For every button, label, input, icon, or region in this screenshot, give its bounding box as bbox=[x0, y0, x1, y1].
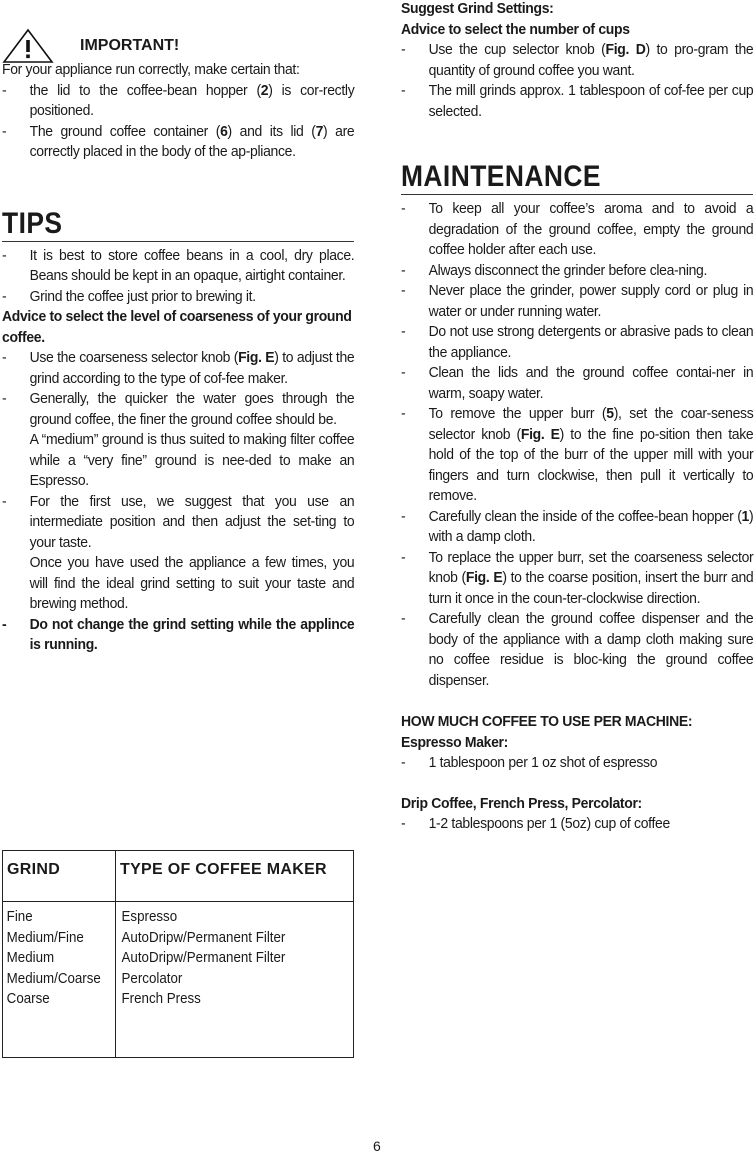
tips-title: TIPS bbox=[2, 207, 354, 242]
list-item: - To remove the upper burr (5), set the coar-seness selector knob (Fig. E) to the fine po-sition then take hold of the top of the burr of the upper mill with your fingers and turn clockwise, then pull it vertically to remove. bbox=[401, 404, 753, 507]
coarseness-heading: Advice to select the level of coarseness of your ground coffee. bbox=[2, 308, 352, 346]
grind-warning: - Do not change the grind setting while the applince is running. bbox=[2, 615, 354, 656]
important-intro: For your appliance run correctly, make certain that: bbox=[2, 61, 300, 78]
tips-section bbox=[2, 246, 354, 656]
page-number: 6 bbox=[373, 1138, 381, 1154]
suggest-section bbox=[401, 0, 753, 122]
grind-value: Medium bbox=[6, 950, 55, 966]
grind-table bbox=[2, 850, 354, 1058]
list-item: - Never place the grinder, power supply cord or plug in water or under running water. bbox=[401, 281, 753, 322]
espresso-heading: Espresso Maker: bbox=[401, 733, 509, 751]
list-item: - The mill grinds approx. 1 tablespoon of cof-fee per cup selected. bbox=[401, 81, 753, 122]
maker-value: Espresso bbox=[121, 909, 178, 925]
list-item: - Use the coarseness selector knob (Fig. E) to adjust the grind according to the type of cof-fee maker. bbox=[2, 348, 354, 389]
important-heading-row bbox=[2, 28, 354, 64]
coffee-maker-header: TYPE OF COFFEE MAKER bbox=[116, 851, 354, 902]
list-item: - It is best to store coffee beans in a cool, dry place. Beans should be kept in an opaque, airtight container. bbox=[2, 246, 354, 287]
important-heading: IMPORTANT! bbox=[80, 37, 180, 54]
list-item: - Grind the coffee just prior to brewing it. bbox=[2, 287, 354, 308]
list-item: - Clean the lids and the ground coffee contai-ner in warm, soapy water. bbox=[401, 363, 753, 404]
list-item: - 1-2 tablespoons per 1 (5oz) cup of coffee bbox=[401, 814, 753, 835]
maker-cell bbox=[116, 902, 354, 1058]
maintenance-section bbox=[401, 199, 753, 835]
list-item: - Do not use strong detergents or abrasive pads to clean the appliance. bbox=[401, 322, 753, 363]
list-item: - Use the cup selector knob (Fig. D) to pro-gram the quantity of ground coffee you want. bbox=[401, 40, 753, 81]
maker-value: French Press bbox=[121, 991, 201, 1007]
list-item: - To keep all your coffee’s aroma and to avoid a degradation of the ground coffee, empty the ground coffee holder after each use. bbox=[401, 199, 753, 261]
list-item: - Generally, the quicker the water goes through the ground coffee, the finer the ground coffee should be. A “medium” ground is thus suited to making filter coffee while a “very fine” ground is nee-ded to make an Espresso. bbox=[2, 389, 354, 492]
howmuch-heading: HOW MUCH COFFEE TO USE PER MACHINE: bbox=[401, 713, 693, 730]
right-column bbox=[401, 0, 753, 835]
list-item: - To replace the upper burr, set the coarseness selector knob (Fig. E) to the coarse position, insert the burr and turn it once in the coun-ter-clockwise direction. bbox=[401, 548, 753, 610]
list-item: - Always disconnect the grinder before clea-ning. bbox=[401, 261, 753, 282]
drip-heading: Drip Coffee, French Press, Percolator: bbox=[401, 794, 642, 812]
list-item: - Carefully clean the inside of the coffee-bean hopper (1) with a damp cloth. bbox=[401, 507, 753, 548]
list-item: - Carefully clean the ground coffee dispenser and the body of the appliance with a damp cloth making sure no coffee residue is bloc-king the ground coffee dispenser. bbox=[401, 609, 753, 691]
list-item: - the lid to the coffee-bean hopper (2) is cor-rectly positioned. bbox=[2, 81, 354, 122]
grind-header: GRIND bbox=[3, 851, 116, 902]
maker-value: AutoDripw/Permanent Filter bbox=[121, 950, 286, 966]
grind-value: Coarse bbox=[6, 991, 50, 1007]
maintenance-title: MAINTENANCE bbox=[401, 160, 753, 195]
left-column bbox=[2, 0, 354, 656]
maker-value: Percolator bbox=[121, 970, 183, 987]
grind-value: Fine bbox=[6, 909, 33, 925]
suggest-heading: Suggest Grind Settings: bbox=[401, 0, 554, 17]
warning-triangle-icon bbox=[2, 28, 54, 64]
cups-heading: Advice to select the number of cups bbox=[401, 20, 630, 38]
grind-value: Medium/Fine bbox=[6, 929, 84, 946]
important-section bbox=[2, 60, 354, 163]
grind-cell bbox=[3, 902, 116, 1058]
grind-value: Medium/Coarse bbox=[6, 970, 101, 987]
list-item: - 1 tablespoon per 1 oz shot of espresso bbox=[401, 753, 753, 774]
list-item: - For the first use, we suggest that you use an intermediate position and then adjust the set-ting to your taste. Once you have used the appliance a few times, you will find the ideal grind setting to suit your taste and brewing method. bbox=[2, 492, 354, 615]
list-item: - The ground coffee container (6) and its lid (7) are correctly placed in the body of the ap-pliance. bbox=[2, 122, 354, 163]
maker-value: AutoDripw/Permanent Filter bbox=[121, 929, 286, 946]
